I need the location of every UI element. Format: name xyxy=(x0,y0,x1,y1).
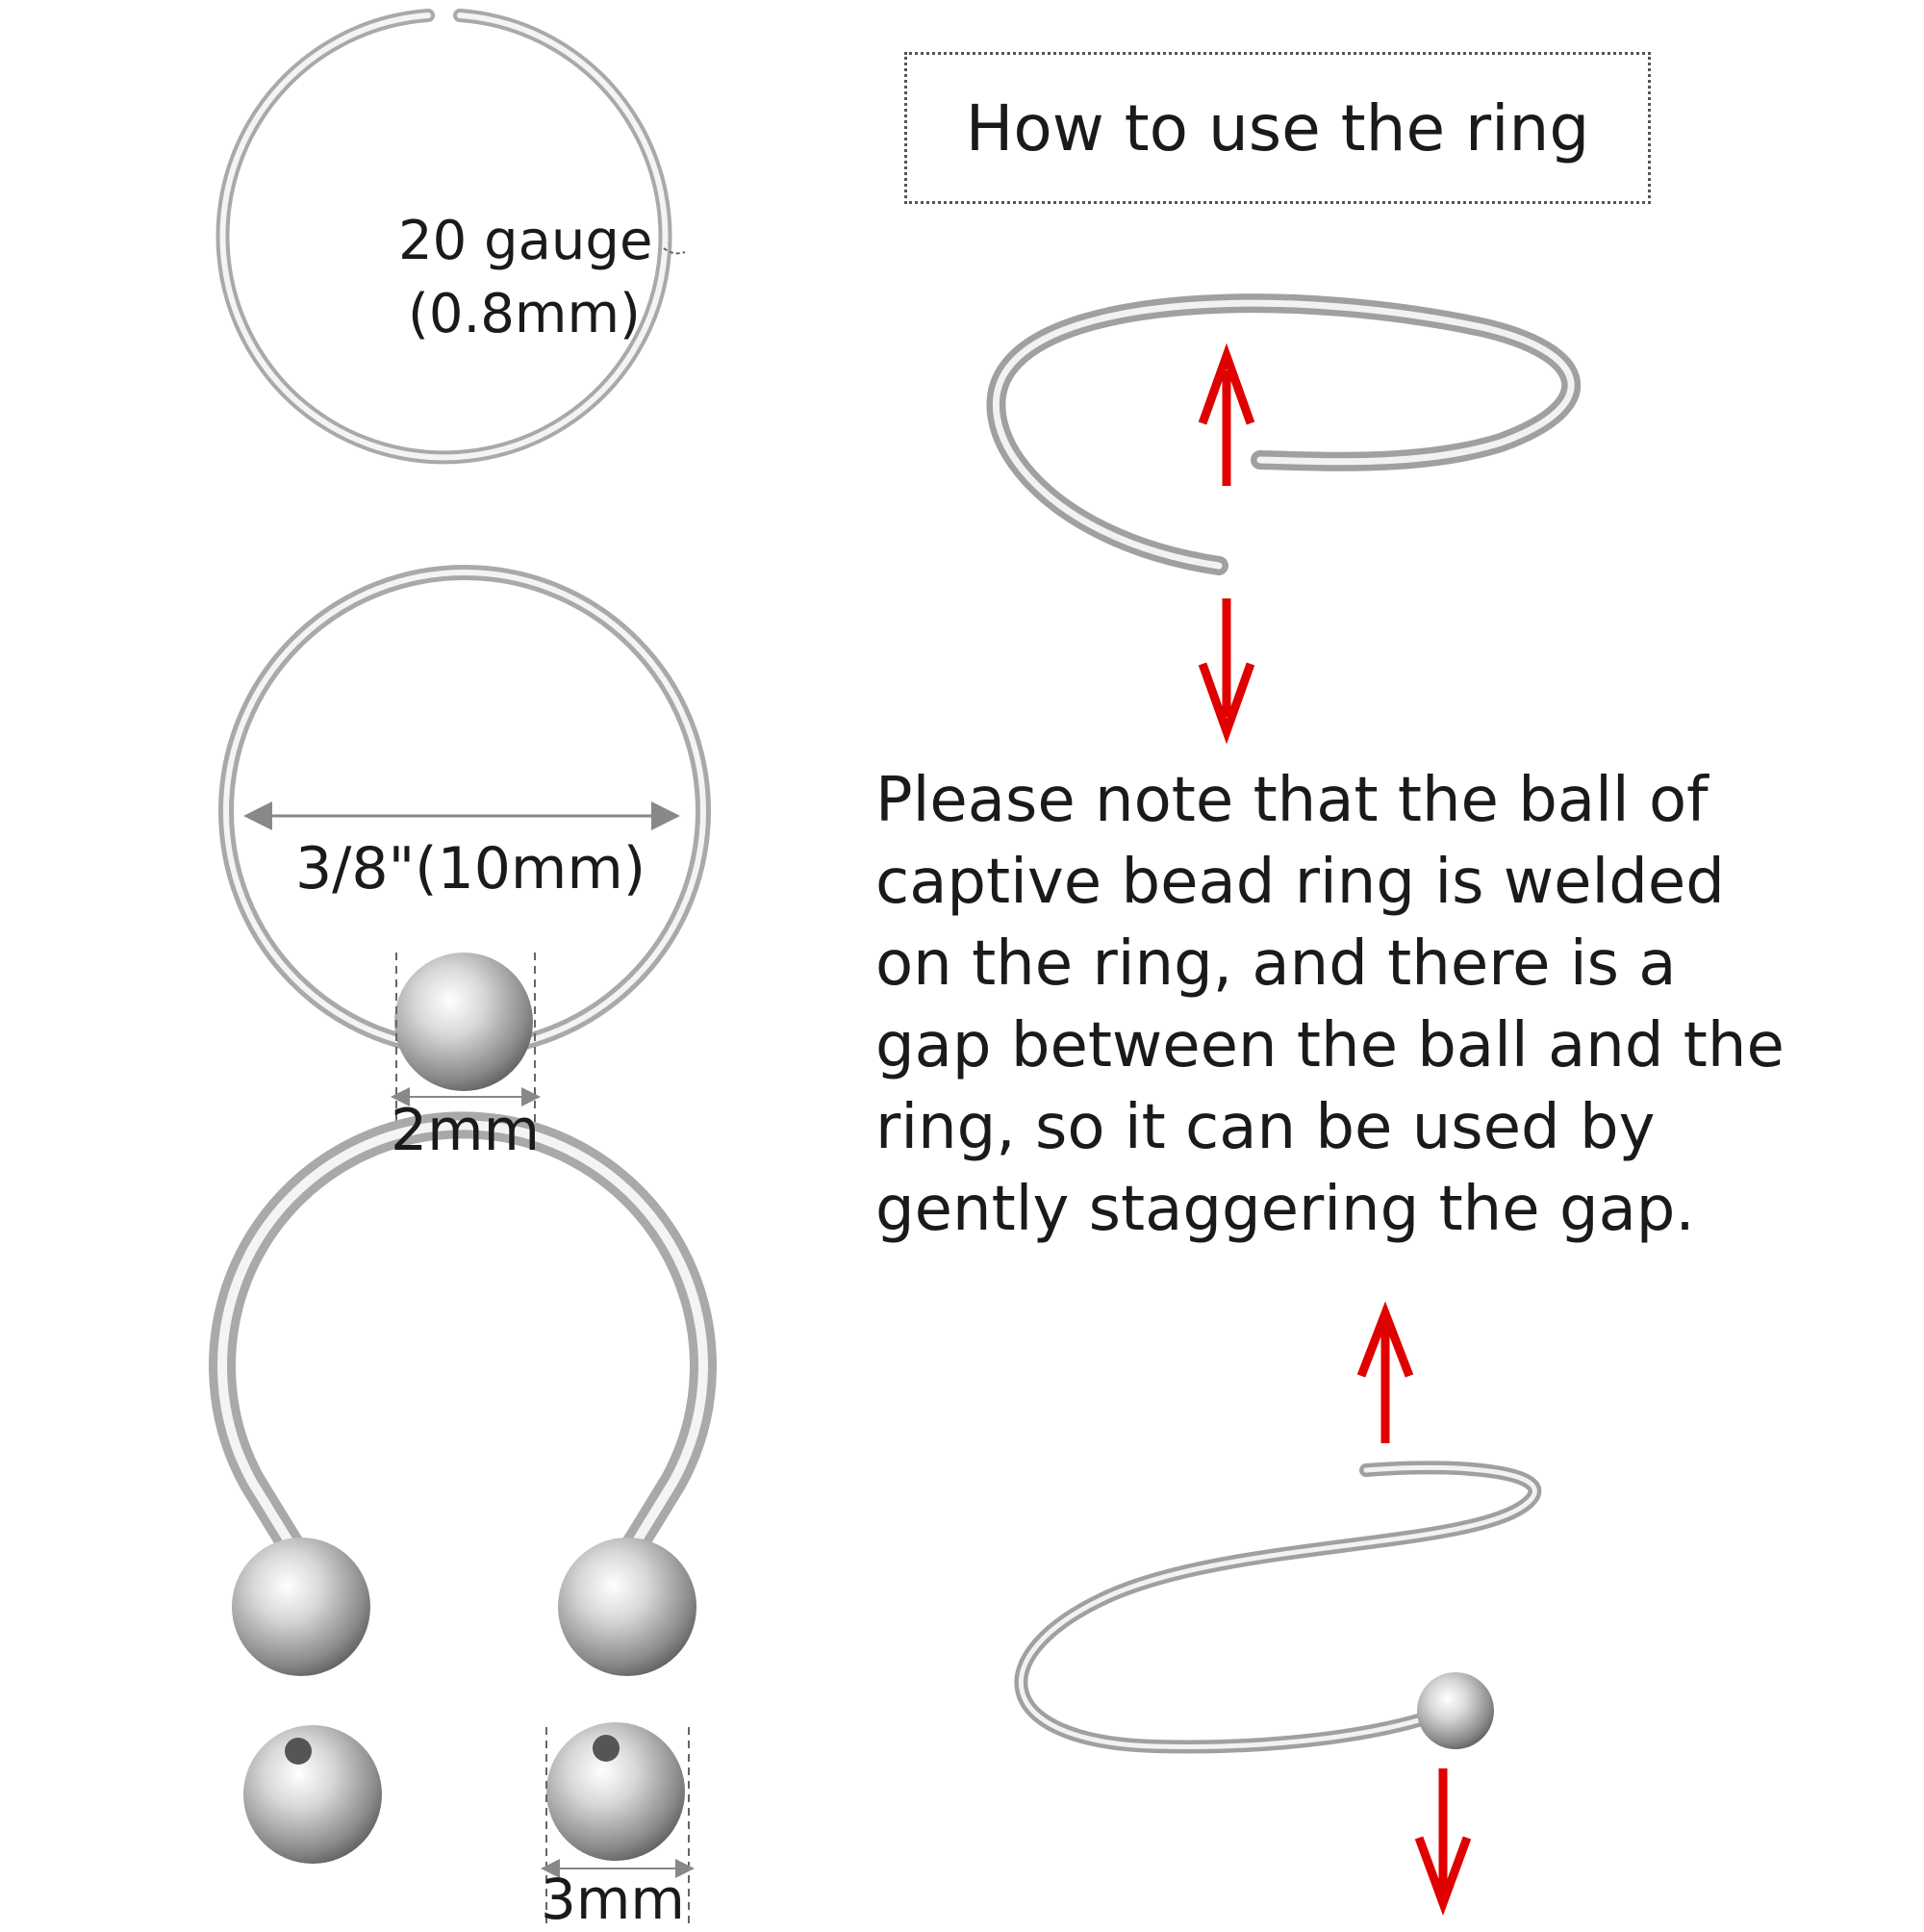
diameter-label: 3/8"(10mm) xyxy=(295,835,646,902)
horseshoe-barbell xyxy=(222,1125,703,1924)
arrow-down-icon xyxy=(1419,1768,1467,1903)
captive-bead xyxy=(394,953,533,1091)
arrow-up-icon xyxy=(1202,356,1251,486)
usage-note: Please note that the ball of captive bead ring is welded on the ring, and there is a gap between the ball and the ring, so it can be used by gently staggering the gap. xyxy=(875,765,1785,1245)
ball-size-label: 3mm xyxy=(541,1867,685,1932)
twisted-bead-ring-illustration xyxy=(1021,1467,1534,1749)
spare-ball-left xyxy=(243,1725,382,1864)
barbell-ball-right xyxy=(558,1538,696,1676)
page-title: How to use the ring xyxy=(965,90,1590,165)
arrow-down-icon xyxy=(1202,598,1251,731)
gauge-label: 20 gauge xyxy=(398,210,653,272)
arrow-up-icon xyxy=(1361,1313,1409,1443)
open-ring-illustration xyxy=(996,303,1571,566)
bead-size-label: 2mm xyxy=(391,1097,541,1164)
barbell-ball-left xyxy=(232,1538,370,1676)
title-box xyxy=(904,52,1651,204)
gauge-mm-label: (0.8mm) xyxy=(408,283,641,345)
